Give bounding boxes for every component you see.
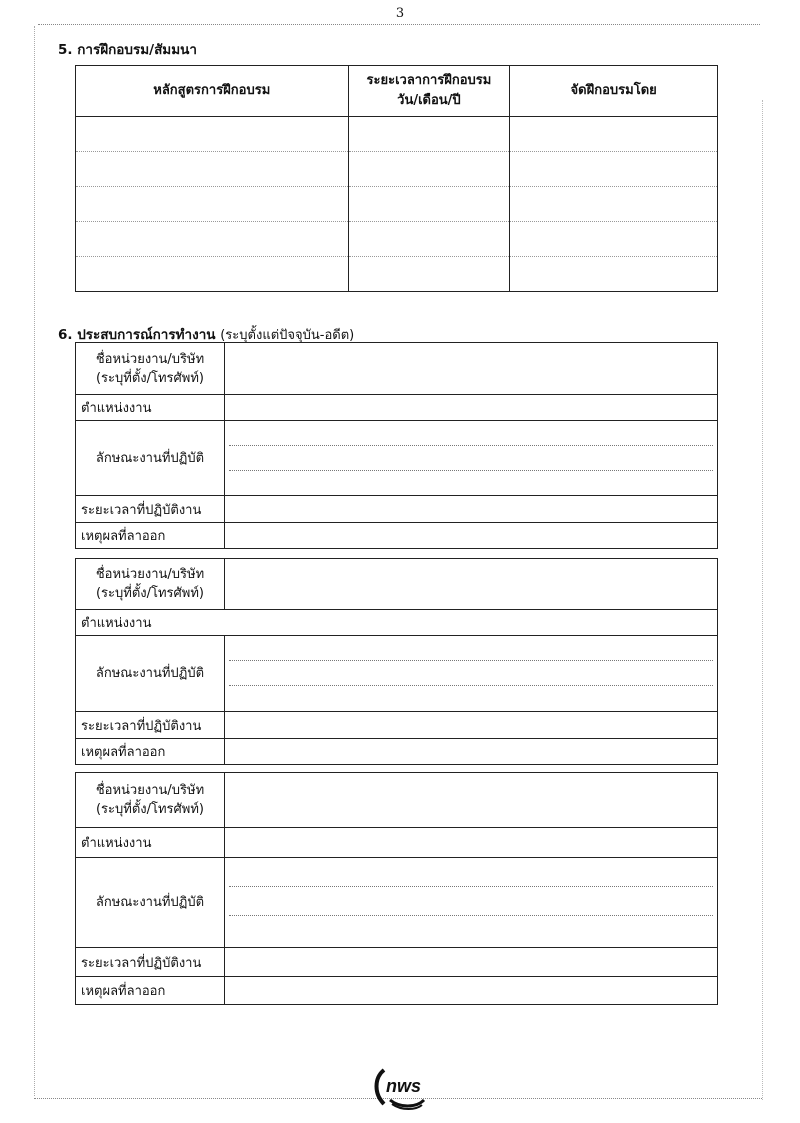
dotted-line: [229, 660, 713, 661]
frame-border-right: [762, 100, 763, 1100]
course-cell[interactable]: [76, 117, 349, 152]
job-nature-row: [75, 858, 718, 948]
reason-field[interactable]: [225, 977, 717, 1004]
period-field[interactable]: [225, 496, 717, 522]
job-nature-label: ลักษณะงานที่ปฏิบัติ: [76, 636, 225, 711]
company-field[interactable]: [225, 773, 717, 827]
period-row: [75, 712, 718, 739]
period-label: ระยะเวลาที่ปฏิบัติงาน: [76, 948, 225, 976]
header-course: หลักสูตรการฝึกอบรม: [76, 66, 349, 117]
company-row: [75, 772, 718, 828]
job-nature-label: ลักษณะงานที่ปฏิบัติ: [76, 421, 225, 495]
dotted-line: [229, 445, 713, 446]
reason-label: เหตุผลที่ลาออก: [76, 739, 225, 764]
company-label: ชื่อหน่วยงาน/บริษัท (ระบุที่ตั้ง/โทรศัพท์): [76, 773, 225, 827]
job-nature-row: [75, 421, 718, 496]
frame-border-left: [34, 26, 35, 1096]
organizer-cell[interactable]: [510, 152, 718, 187]
duration-cell[interactable]: [348, 222, 510, 257]
position-field[interactable]: [225, 395, 717, 420]
dotted-line: [229, 915, 713, 916]
reason-field[interactable]: [225, 523, 717, 548]
job-entry-1: [75, 342, 718, 549]
job-nature-field[interactable]: [225, 636, 717, 711]
position-row: [75, 395, 718, 421]
company-field[interactable]: [225, 559, 717, 609]
position-label: ตำแหน่งงาน: [76, 395, 225, 420]
period-field[interactable]: [225, 948, 717, 976]
job-nature-field[interactable]: [225, 858, 717, 947]
reason-row: [75, 523, 718, 549]
duration-cell[interactable]: [348, 152, 510, 187]
job-nature-label: ลักษณะงานที่ปฏิบัติ: [76, 858, 225, 947]
dotted-line: [229, 470, 713, 471]
reason-label: เหตุผลที่ลาออก: [76, 523, 225, 548]
course-cell[interactable]: [76, 187, 349, 222]
duration-cell[interactable]: [348, 187, 510, 222]
company-row: [75, 342, 718, 395]
section5-title: 5. การฝึกอบรม/สัมมนา: [58, 42, 197, 58]
page-number: 3: [395, 6, 405, 21]
duration-cell[interactable]: [348, 257, 510, 292]
course-cell[interactable]: [76, 152, 349, 187]
job-entry-3: [75, 772, 718, 1005]
reason-field[interactable]: [225, 739, 717, 764]
job-nature-row: [75, 636, 718, 712]
nws-logo-graphic: [370, 1064, 430, 1112]
section6-note: (ระบุตั้งแต่ปัจจุบัน-อดีต): [220, 328, 355, 343]
company-field[interactable]: [225, 343, 717, 394]
reason-row: [75, 977, 718, 1005]
company-label: ชื่อหน่วยงาน/บริษัท (ระบุที่ตั้ง/โทรศัพท์): [76, 343, 225, 394]
reason-label: เหตุผลที่ลาออก: [76, 977, 225, 1004]
position-label: ตำแหน่งงาน: [76, 828, 225, 857]
header-organizer: จัดฝึกอบรมโดย: [510, 66, 718, 117]
position-field[interactable]: [225, 828, 717, 857]
period-row: [75, 948, 718, 977]
job-nature-field[interactable]: [225, 421, 717, 495]
course-cell[interactable]: [76, 257, 349, 292]
table-row: [76, 117, 718, 152]
duration-cell[interactable]: [348, 117, 510, 152]
organizer-cell[interactable]: [510, 187, 718, 222]
logo-text: nws: [386, 1076, 422, 1096]
position-label: ตำแหน่งงาน: [81, 616, 152, 631]
table-row: [76, 222, 718, 257]
dotted-line: [229, 886, 713, 887]
company-label: ชื่อหน่วยงาน/บริษัท (ระบุที่ตั้ง/โทรศัพท์): [76, 559, 225, 609]
position-row: [75, 610, 718, 636]
position-row: [75, 828, 718, 858]
table-row: [76, 152, 718, 187]
organizer-cell[interactable]: [510, 257, 718, 292]
dotted-line: [229, 685, 713, 686]
organizer-cell[interactable]: [510, 222, 718, 257]
table-row: [76, 257, 718, 292]
reason-row: [75, 739, 718, 765]
job-entry-2: [75, 558, 718, 765]
period-label: ระยะเวลาที่ปฏิบัติงาน: [76, 712, 225, 738]
organizer-cell[interactable]: [510, 117, 718, 152]
nws-logo-icon: [370, 1064, 430, 1112]
period-field[interactable]: [225, 712, 717, 738]
frame-border-top: [38, 24, 760, 25]
period-label: ระยะเวลาที่ปฏิบัติงาน: [76, 496, 225, 522]
period-row: [75, 496, 718, 523]
company-row: [75, 558, 718, 610]
header-duration: ระยะเวลาการฝึกอบรม วัน/เดือน/ปี: [348, 66, 510, 117]
section6-title-text: 6. ประสบการณ์การทำงาน: [58, 327, 216, 343]
training-table: [75, 65, 718, 292]
training-table-header: [76, 66, 718, 117]
table-row: [76, 187, 718, 222]
course-cell[interactable]: [76, 222, 349, 257]
